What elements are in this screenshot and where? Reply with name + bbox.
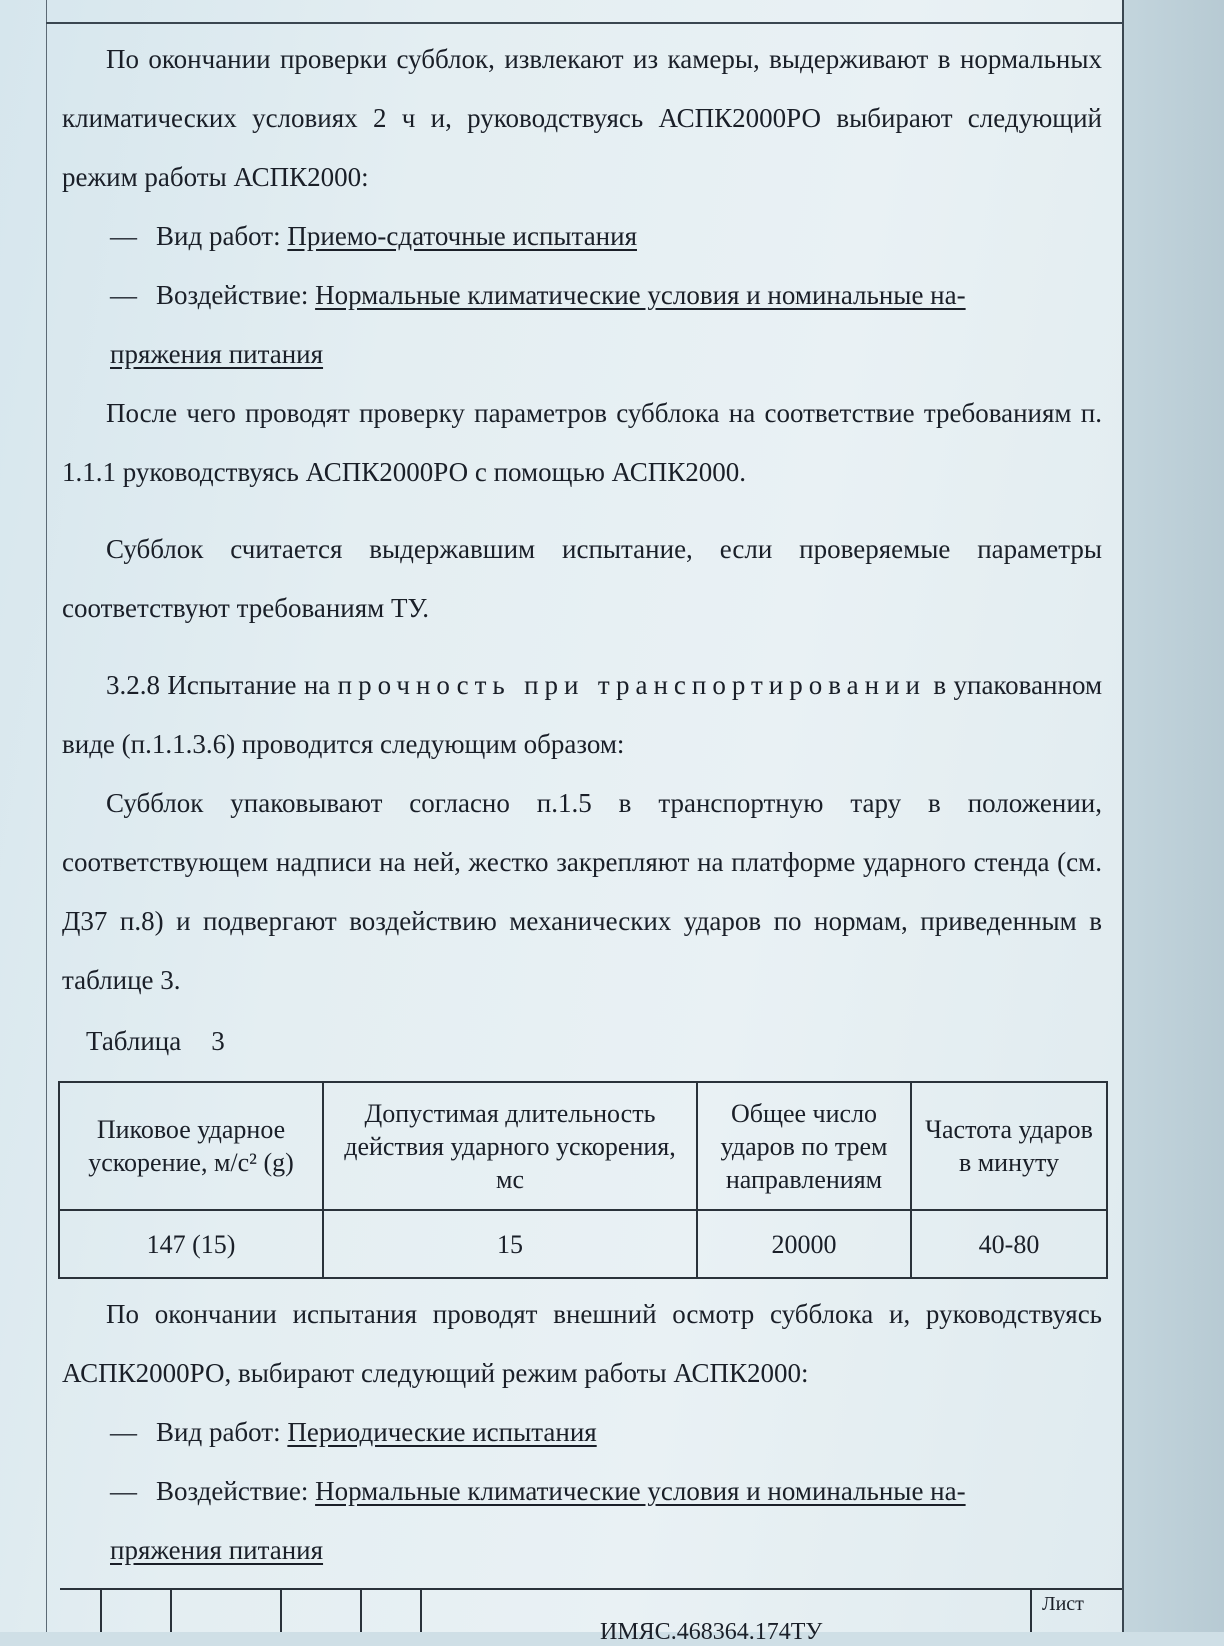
header-peak-acceleration: Пиковое ударное ускорение, м/с² (g) (59, 1082, 323, 1210)
paragraph-after-check: По окончании проверки субблок, извлекают из камеры, выдерживают в нормальных климатических условиях 2 ч и, руководствуясь АСПК2000РО выбирают следующий режим работы АСПК2000: (62, 44, 1102, 192)
document-body (62, 30, 1102, 1580)
paragraph-after-test: По окончании испытания проводят внешний осмотр субблока и, руководствуясь АСПК2000РО, выбирают следующий режим работы АСПК2000: (62, 1299, 1102, 1388)
header-frequency: Частота ударов в минуту (911, 1082, 1107, 1210)
frame-top-border (46, 22, 1122, 24)
mode2-work-item: — Вид работ: Периодические испытания (110, 1417, 597, 1447)
cell-peak-acceleration: 147 (15) (59, 1210, 323, 1278)
cell-frequency: 40-80 (911, 1210, 1107, 1278)
mode1-effect-value: Нормальные климатические условия и номинальные на- (315, 280, 966, 310)
page-edge (1124, 0, 1224, 1632)
title-block (60, 1588, 1122, 1645)
header-total-shocks: Общее число ударов по трем направлениям (697, 1082, 911, 1210)
section-3-2-8: 3.2.8 Испытание на прочность при транспортировании в упакованном виде (п.1.1.3.6) проводится следующим образом: (62, 670, 1103, 759)
paragraph-pass-criteria: Субблок считается выдержавшим испытание, если проверяемые параметры соответствуют требованиям ТУ. (62, 534, 1102, 623)
table-header-row (59, 1082, 1107, 1210)
mode2-effect-value: Нормальные климатические условия и номинальные на- (315, 1476, 966, 1506)
cell-total-shocks: 20000 (697, 1210, 911, 1278)
paragraph-packing: Субблок упаковывают согласно п.1.5 в транспортную тару в положении, соответствующем надписи на ней, жестко закрепляют на платформе ударного стенда (см. Д37 п.8) и подвергают воздействию механических ударов по нормам, приведенным в таблице 3. (62, 788, 1102, 995)
table-row (59, 1210, 1107, 1278)
header-duration: Допустимая длительность действия ударного ускорения, мс (323, 1082, 697, 1210)
mode1-effect-continuation: пряжения питания (110, 339, 324, 369)
mode1-work-value: Приемо-сдаточные испытания (287, 221, 637, 251)
frame-right-border (1122, 0, 1124, 1632)
mode2-effect-item: — Воздействие: Нормальные климатические условия и номинальные на- (110, 1476, 966, 1506)
table-caption: Таблица 3 (86, 1026, 225, 1056)
document-code: ИМЯС.468364.174ТУ (600, 1619, 823, 1645)
mode2-work-value: Периодические испытания (287, 1417, 597, 1447)
sheet-label: Лист (1042, 1593, 1084, 1615)
paragraph-parameter-check: После чего проводят проверку параметров субблока на соответствие требованиям п. 1.1.1 руководствуясь АСПК2000РО с помощью АСПК2000. (62, 398, 1102, 487)
mode1-effect-item: — Воздействие: Нормальные климатические условия и номинальные на- (110, 280, 966, 310)
spaced-heading: прочность при транспортировании (337, 670, 926, 700)
mode2-effect-continuation: пряжения питания (110, 1535, 324, 1565)
frame-left-border (46, 0, 47, 1632)
mode1-work-item: — Вид работ: Приемо-сдаточные испытания (110, 221, 637, 251)
cell-duration: 15 (323, 1210, 697, 1278)
shock-test-table (58, 1081, 1108, 1279)
